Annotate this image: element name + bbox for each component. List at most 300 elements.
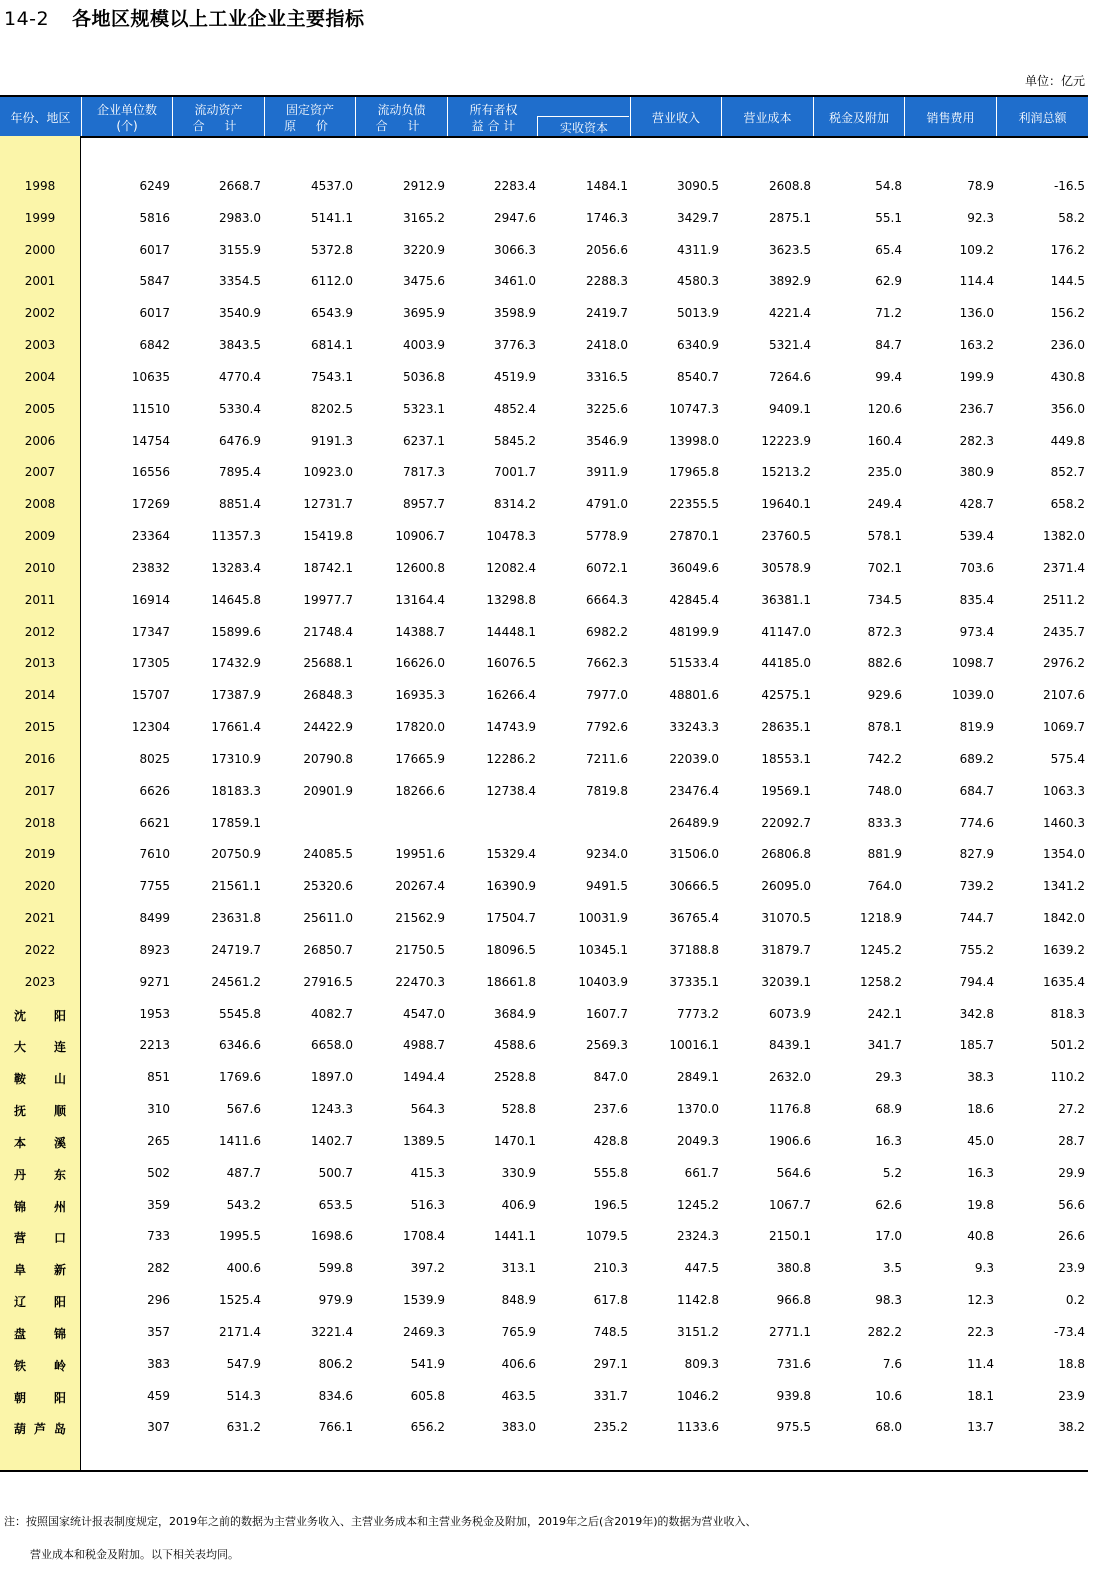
table-cell: 31879.7	[761, 942, 811, 957]
table-cell: 539.4	[959, 529, 994, 544]
table-cell: 2418.0	[586, 338, 628, 353]
table-cell: 5323.1	[403, 401, 445, 416]
table-row: 辽 阳 296 1525.4 979.9 1539.9 848.9 617.8 1142.8 966.8 98.3 12.3 0.2	[14, 1293, 1085, 1310]
table-cell: 24561.2	[211, 974, 261, 989]
table-row	[0, 489, 1088, 521]
table-cell: 2983.0	[219, 210, 261, 225]
table-row	[0, 362, 1088, 394]
table-cell: 1341.2	[1043, 879, 1085, 894]
table-cell: 755.2	[959, 942, 994, 957]
table-cell: 7977.0	[586, 688, 628, 703]
table-cell: 2528.8	[494, 1070, 536, 1085]
table-row: 锦 州 359 543.2 653.5 516.3 406.9 196.5 1245.2 1067.7 62.6 19.8 56.6	[14, 1197, 1085, 1214]
table-cell: 939.8	[776, 1388, 811, 1403]
table-cell: 567.6	[226, 1102, 261, 1117]
table-row	[0, 330, 1088, 362]
table-cell: 1441.1	[494, 1229, 536, 1244]
table-cell: 44185.0	[761, 656, 811, 671]
table-cell: 14448.1	[486, 624, 536, 639]
row-year-label: 2009	[24, 529, 56, 544]
footnote-line-1: 注：按照国家统计报表制度规定，2019年之前的数据为主营业务收入、主营业务成本和主营业务税金及附加，2019年之后(含2019年)的数据为营业收入、	[4, 1515, 757, 1528]
table-cell: 296	[147, 1293, 170, 1308]
table-cell: 7610	[139, 847, 170, 862]
table-cell: 3843.5	[219, 338, 261, 353]
table-cell: 380.9	[959, 465, 994, 480]
table-row	[0, 776, 1088, 808]
table-cell: 13164.4	[395, 592, 445, 607]
table-cell: 2283.4	[494, 179, 536, 193]
table-cell: 19640.1	[761, 497, 811, 512]
table-cell: 249.4	[867, 497, 902, 512]
table-cell: 6476.9	[219, 433, 261, 448]
table-cell: 809.3	[684, 1356, 719, 1371]
table-cell: 282.2	[867, 1324, 902, 1339]
table-cell: 975.5	[776, 1420, 811, 1435]
table-cell: 236.7	[959, 401, 994, 416]
table-cell: 1243.3	[311, 1102, 353, 1117]
table-cell: 748.0	[867, 783, 902, 798]
table-cell: 22470.3	[395, 974, 445, 989]
header-total-profit: 利润总额	[996, 97, 1088, 136]
table-cell: 17665.9	[395, 751, 445, 766]
row-year-label: 2016	[24, 751, 56, 766]
table-cell: 31070.5	[761, 911, 811, 926]
table-cell: 16076.5	[486, 656, 536, 671]
table-cell: 848.9	[501, 1293, 536, 1308]
table-cell: 766.1	[318, 1420, 353, 1435]
row-year-label: 1998	[24, 179, 56, 193]
table-cell: 6237.1	[403, 433, 445, 448]
table-cell: 41147.0	[761, 624, 811, 639]
table-cell: 430.8	[1050, 369, 1085, 384]
table-cell: 703.6	[959, 560, 994, 575]
table-cell: 2875.1	[769, 210, 811, 225]
table-cell: -16.5	[1053, 179, 1085, 193]
table-cell: 16935.3	[395, 688, 445, 703]
table-row	[0, 903, 1088, 935]
header-selling-expenses: 销售费用	[904, 97, 996, 136]
table-cell: 1411.6	[219, 1133, 261, 1148]
table-cell: 30578.9	[761, 560, 811, 575]
table-cell: 1354.0	[1043, 847, 1085, 862]
table-cell: 8540.7	[677, 369, 719, 384]
table-cell: 8499	[139, 911, 170, 926]
table-cell: 18183.3	[211, 783, 261, 798]
table-cell: 2419.7	[586, 306, 628, 321]
table-cell: 48801.6	[669, 688, 719, 703]
table-cell: 514.3	[226, 1388, 261, 1403]
table-cell: 1470.1	[494, 1133, 536, 1148]
row-year-label: 2004	[24, 369, 56, 384]
row-year-label: 2013	[24, 656, 56, 671]
table-cell: 14743.9	[486, 720, 536, 735]
table-row	[0, 585, 1088, 617]
table-cell: 6664.3	[586, 592, 628, 607]
table-cell: 5545.8	[219, 1006, 261, 1021]
table-cell: 1389.5	[403, 1133, 445, 1148]
table-row: 阜 新 282 400.6 599.8 397.2 313.1 210.3 447.5 380.8 3.5 9.3 23.9	[14, 1261, 1085, 1278]
table-cell: 5.2	[882, 1165, 902, 1180]
table-cell: 55.1	[875, 210, 902, 225]
table-cell: 23760.5	[761, 529, 811, 544]
table-cell: 1708.4	[403, 1229, 445, 1244]
table-cell: 23631.8	[211, 911, 261, 926]
table-cell: 6658.0	[311, 1038, 353, 1053]
table-cell: 21561.1	[211, 879, 261, 894]
table-row: 大 连 2213 6346.6 6658.0 4988.7 4588.6 2569.3 10016.1 8439.1 341.7 185.7 501.2	[14, 1038, 1085, 1055]
table-cell: 383.0	[501, 1420, 536, 1435]
table-cell: 26848.3	[303, 688, 353, 703]
table-cell: 605.8	[410, 1388, 445, 1403]
table-cell: 7895.4	[219, 465, 261, 480]
table-cell: 3623.5	[769, 242, 811, 257]
table-bottom-rule	[0, 1470, 1088, 1472]
table-cell: 3695.9	[403, 306, 445, 321]
table-row	[0, 871, 1088, 903]
table-cell: 3354.5	[219, 274, 261, 289]
table-cell: 1039.0	[952, 688, 994, 703]
table-cell: 3598.9	[494, 306, 536, 321]
row-year-label: 2014	[24, 688, 56, 703]
table-cell: 58.2	[1058, 210, 1085, 225]
table-cell: 1897.0	[311, 1070, 353, 1085]
table-cell: 3225.6	[586, 401, 628, 416]
table-cell: 3090.5	[677, 179, 719, 193]
table-cell: 18096.5	[486, 942, 536, 957]
table-cell: 502	[147, 1165, 170, 1180]
row-year-label: 2000	[24, 242, 56, 257]
table-cell: 5330.4	[219, 401, 261, 416]
row-year-label: 2012	[24, 624, 56, 639]
table-cell: 9491.5	[586, 879, 628, 894]
row-year-label: 2017	[24, 783, 56, 798]
table-cell: 7001.7	[494, 465, 536, 480]
header-current-liabilities: 流动负债 合 计	[355, 97, 447, 136]
table-cell: 1484.1	[586, 179, 628, 193]
header-paid-in-capital: 实收资本	[559, 121, 608, 135]
table-cell: 17820.0	[395, 720, 445, 735]
table-row: 丹 东 502 487.7 500.7 415.3 330.9 555.8 661.7 564.6 5.2 16.3 29.9	[14, 1165, 1085, 1182]
table-cell: 7.6	[882, 1356, 902, 1371]
table-cell: 6982.2	[586, 624, 628, 639]
table-cell: 528.8	[501, 1102, 536, 1117]
table-cell: 1069.7	[1043, 720, 1085, 735]
table-row	[0, 171, 1088, 203]
table-cell: 1133.6	[677, 1420, 719, 1435]
row-year-label: 2022	[24, 942, 56, 957]
table-cell: 5036.8	[403, 369, 445, 384]
table-cell: 22092.7	[761, 815, 811, 830]
table-cell: 1046.2	[677, 1388, 719, 1403]
table-cell: 2912.9	[403, 179, 445, 193]
table-cell: 881.9	[867, 847, 902, 862]
table-cell: 689.2	[959, 751, 994, 766]
table-cell: 20790.8	[303, 751, 353, 766]
table-cell: 1067.7	[769, 1197, 811, 1212]
table-cell: 10747.3	[669, 401, 719, 416]
table-cell: 21750.5	[395, 942, 445, 957]
table-cell: 26095.0	[761, 879, 811, 894]
table-cell: 10345.1	[578, 942, 628, 957]
table-cell: 1370.0	[677, 1102, 719, 1117]
table-cell: 17859.1	[211, 815, 261, 830]
table-cell: 3165.2	[403, 210, 445, 225]
table-cell: 22355.5	[669, 497, 719, 512]
table-row: 本 溪 265 1411.6 1402.7 1389.5 1470.1 428.8 2049.3 1906.6 16.3 45.0 28.7	[14, 1133, 1085, 1150]
table-cell: 24719.7	[211, 942, 261, 957]
table-cell: 14645.8	[211, 592, 261, 607]
table-cell: 2771.1	[769, 1324, 811, 1339]
table-cell: 28.7	[1058, 1133, 1085, 1148]
table-cell: 9271	[139, 974, 170, 989]
table-cell: 84.7	[875, 338, 902, 353]
table-cell: 15419.8	[303, 529, 353, 544]
table-cell: 28635.1	[761, 720, 811, 735]
table-cell: 10031.9	[578, 911, 628, 926]
table-cell: 235.0	[867, 465, 902, 480]
table-cell: 966.8	[776, 1293, 811, 1308]
table-cell: 4791.0	[586, 497, 628, 512]
table-cell: 21748.4	[303, 624, 353, 639]
table-cell: 29.3	[875, 1070, 902, 1085]
table-cell: 617.8	[593, 1293, 628, 1308]
table-cell: 15707	[131, 688, 170, 703]
table-cell: 23364	[131, 529, 170, 544]
table-cell: 833.3	[867, 815, 902, 830]
table-cell: 487.7	[226, 1165, 261, 1180]
table-cell: 2107.6	[1043, 688, 1085, 703]
table-cell: 10635	[131, 369, 170, 384]
table-cell: 15899.6	[211, 624, 261, 639]
table-cell: 313.1	[501, 1261, 536, 1276]
table-cell: 8439.1	[769, 1038, 811, 1053]
table-cell: 26806.8	[761, 847, 811, 862]
table-cell: 564.6	[776, 1165, 811, 1180]
row-year-label: 2006	[24, 433, 56, 448]
table-cell: 3155.9	[219, 242, 261, 257]
table-cell: 4988.7	[403, 1038, 445, 1053]
table-cell: 21562.9	[395, 911, 445, 926]
table-row	[0, 203, 1088, 235]
table-row	[0, 935, 1088, 967]
table-cell: 847.0	[593, 1070, 628, 1085]
header-fixed-assets: 固定资产 原 价	[264, 97, 355, 136]
table-cell: 6249	[139, 179, 170, 193]
table-title: 各地区规模以上工业企业主要指标	[72, 8, 365, 30]
table-cell: 17310.9	[211, 751, 261, 766]
table-cell: 1142.8	[677, 1293, 719, 1308]
table-cell: 463.5	[501, 1388, 536, 1403]
row-year-label: 2019	[24, 847, 56, 862]
table-number: 14-2	[4, 8, 50, 30]
table-cell: 1245.2	[677, 1197, 719, 1212]
table-cell: 210.3	[593, 1261, 628, 1276]
table-cell: 2668.7	[219, 179, 261, 193]
table-cell: 10906.7	[395, 529, 445, 544]
table-cell: 415.3	[410, 1165, 445, 1180]
table-cell: 2569.3	[586, 1038, 628, 1053]
table-cell: 19977.7	[303, 592, 353, 607]
table-cell: 136.0	[959, 306, 994, 321]
table-cell: 6073.9	[769, 1006, 811, 1021]
table-cell: 5372.8	[311, 242, 353, 257]
table-cell: 18.6	[967, 1102, 994, 1117]
table-cell: 1079.5	[586, 1229, 628, 1244]
table-cell: 397.2	[410, 1261, 445, 1276]
row-year-label: 2023	[24, 974, 56, 989]
table-row: 铁 岭 383 547.9 806.2 541.9 406.6 297.1 809.3 731.6 7.6 11.4 18.8	[14, 1356, 1085, 1373]
table-row: 葫 芦 岛 307 631.2 766.1 656.2 383.0 235.2 1133.6 975.5 68.0 13.7 38.2	[14, 1420, 1085, 1437]
table-cell: 23.9	[1058, 1388, 1085, 1403]
table-cell: 8957.7	[403, 497, 445, 512]
header-operating-cost: 营业成本	[721, 97, 813, 136]
table-cell: 33243.3	[669, 720, 719, 735]
header-current-assets: 流动资产 合 计	[172, 97, 264, 136]
table-cell: 17269	[131, 497, 170, 512]
table-cell: 20750.9	[211, 847, 261, 862]
table-cell: 8314.2	[494, 497, 536, 512]
table-cell: 774.6	[959, 815, 994, 830]
table-cell: 4519.9	[494, 369, 536, 384]
row-year-label: 2005	[24, 401, 56, 416]
table-cell: 3475.6	[403, 274, 445, 289]
table-cell: 307	[147, 1420, 170, 1435]
table-cell: 12286.2	[486, 751, 536, 766]
row-year-label: 2001	[24, 274, 56, 289]
table-cell: 3911.9	[586, 465, 628, 480]
table-cell: 1525.4	[219, 1293, 261, 1308]
table-cell: 1218.9	[860, 911, 902, 926]
table-cell: 1698.6	[311, 1229, 353, 1244]
table-cell: 17347	[131, 624, 170, 639]
table-cell: 428.7	[959, 497, 994, 512]
table-cell: 17432.9	[211, 656, 261, 671]
table-cell: 16.3	[967, 1165, 994, 1180]
table-row	[0, 266, 1088, 298]
table-cell: 516.3	[410, 1197, 445, 1212]
table-cell: 7662.3	[586, 656, 628, 671]
table-cell: 3066.3	[494, 242, 536, 257]
table-cell: 2150.1	[769, 1229, 811, 1244]
table-cell: 7543.1	[311, 369, 353, 384]
table-cell: 4580.3	[677, 274, 719, 289]
table-cell: -73.4	[1053, 1324, 1085, 1339]
table-cell: 242.1	[867, 1006, 902, 1021]
table-row: 营 口 733 1995.5 1698.6 1708.4 1441.1 1079.5 2324.3 2150.1 17.0 40.8 26.6	[14, 1229, 1085, 1246]
table-row	[0, 298, 1088, 330]
table-cell: 20267.4	[395, 879, 445, 894]
table-row: 朝 阳 459 514.3 834.6 605.8 463.5 331.7 1046.2 939.8 10.6 18.1 23.9	[14, 1388, 1085, 1405]
table-cell: 1635.4	[1043, 974, 1085, 989]
table-cell: 99.4	[875, 369, 902, 384]
table-cell: 2632.0	[769, 1070, 811, 1085]
table-cell: 819.9	[959, 720, 994, 735]
table-cell: 658.2	[1050, 497, 1085, 512]
table-cell: 18.1	[967, 1388, 994, 1403]
table-cell: 17504.7	[486, 911, 536, 926]
table-cell: 6621	[139, 815, 170, 830]
table-cell: 4537.0	[311, 179, 353, 193]
table-cell: 2947.6	[494, 210, 536, 225]
table-cell: 26.6	[1058, 1229, 1085, 1244]
table-cell: 3220.9	[403, 242, 445, 257]
table-cell: 702.1	[867, 560, 902, 575]
table-cell: 2171.4	[219, 1324, 261, 1339]
table-cell: 1176.8	[769, 1102, 811, 1117]
table-cell: 25611.0	[303, 911, 353, 926]
table-cell: 449.8	[1050, 433, 1085, 448]
table-cell: 406.6	[501, 1356, 536, 1371]
table-cell: 734.5	[867, 592, 902, 607]
table-row: 沈 阳 1953 5545.8 4082.7 4547.0 3684.9 1607.7 7773.2 6073.9 242.1 342.8 818.3	[14, 1006, 1085, 1023]
table-cell: 1382.0	[1043, 529, 1085, 544]
table-cell: 54.8	[875, 179, 902, 193]
table-cell: 872.3	[867, 624, 902, 639]
table-cell: 7755	[139, 879, 170, 894]
table-cell: 45.0	[967, 1133, 994, 1148]
table-cell: 10403.9	[578, 974, 628, 989]
table-cell: 30666.5	[669, 879, 719, 894]
table-cell: 18742.1	[303, 560, 353, 575]
table-cell: 1769.6	[219, 1070, 261, 1085]
table-cell: 65.4	[875, 242, 902, 257]
table-cell: 2288.3	[586, 274, 628, 289]
table-cell: 1906.6	[769, 1133, 811, 1148]
table-cell: 15213.2	[761, 465, 811, 480]
table-cell: 13283.4	[211, 560, 261, 575]
table-cell: 1063.3	[1043, 783, 1085, 798]
table-cell: 5847	[139, 274, 170, 289]
table-cell: 1494.4	[403, 1070, 445, 1085]
table-cell: 27870.1	[669, 529, 719, 544]
table-cell: 12600.8	[395, 560, 445, 575]
table-cell: 163.2	[959, 338, 994, 353]
table-cell: 176.2	[1050, 242, 1085, 257]
table-cell: 27916.5	[303, 974, 353, 989]
table-cell: 1402.7	[311, 1133, 353, 1148]
row-year-label: 2003	[24, 338, 56, 353]
table-cell: 15329.4	[486, 847, 536, 862]
table-row	[0, 712, 1088, 744]
table-cell: 12223.9	[761, 433, 811, 448]
table-cell: 5816	[139, 210, 170, 225]
table-cell: 2976.2	[1043, 656, 1085, 671]
table-cell: 10016.1	[669, 1038, 719, 1053]
table-cell: 40.8	[967, 1229, 994, 1244]
table-cell: 501.2	[1050, 1038, 1085, 1053]
table-cell: 1539.9	[403, 1293, 445, 1308]
table-cell: 98.3	[875, 1293, 902, 1308]
table-cell: 8025	[139, 751, 170, 766]
table-cell: 18661.8	[486, 974, 536, 989]
table-cell: 68.9	[875, 1102, 902, 1117]
table-cell: 42575.1	[761, 688, 811, 703]
table-cell: 2056.6	[586, 242, 628, 257]
table-header	[0, 95, 1088, 138]
table-cell: 68.0	[875, 1420, 902, 1435]
table-cell: 447.5	[684, 1261, 719, 1276]
table-cell: 459	[147, 1388, 170, 1403]
table-cell: 6814.1	[311, 338, 353, 353]
table-cell: 13998.0	[669, 433, 719, 448]
table-cell: 282.3	[959, 433, 994, 448]
table-cell: 109.2	[959, 242, 994, 257]
table-cell: 3221.4	[311, 1324, 353, 1339]
table-cell: 156.2	[1050, 306, 1085, 321]
table-cell: 851	[147, 1070, 170, 1085]
table-cell: 4588.6	[494, 1038, 536, 1053]
table-cell: 265	[147, 1133, 170, 1148]
